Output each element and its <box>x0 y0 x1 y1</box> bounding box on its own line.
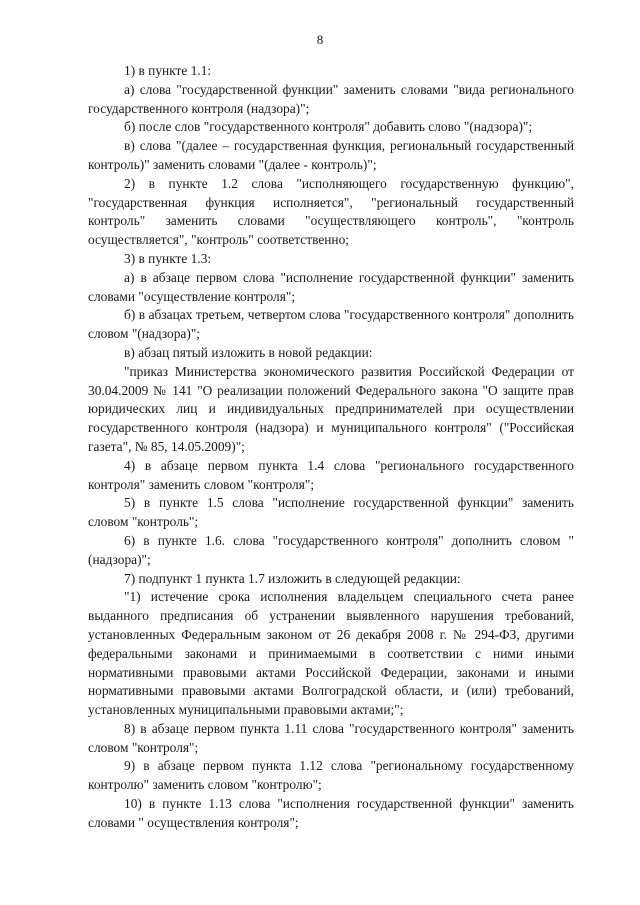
paragraph-item-4: 4) в абзаце первом пункта 1.4 слова "регионального государственного контроля" заменить словом "контроля"; <box>88 457 574 492</box>
paragraph-subitem-v: в) слова "(далее – государственная функция, региональный государственный контроль)" заменить словами "(далее - контроль)"; <box>88 138 574 172</box>
paragraph-item-5: 5) в пункте 1.5 слова "исполнение государственной функции" заменить словом "контроль"; <box>88 495 574 530</box>
document-body <box>88 62 574 833</box>
paragraph-item-2: 2) в пункте 1.2 слова "исполняющего государственную функцию", "государственная функция исполняется", "региональный государственный контроль" заменить словами "осуществляющего контроль", "контроль осуществляется", "контроль" соответственно; <box>88 175 574 248</box>
paragraph-item-10: 10) в пункте 1.13 слова "исполнения государственной функции" заменить словами " осуществления контроля"; <box>88 796 574 830</box>
paragraph-item-6: 6) в пункте 1.6. слова "государственного контроля" дополнить словом "(надзора)"; <box>88 532 574 567</box>
paragraph-item-3-v: в) абзац пятый изложить в новой редакции: <box>124 344 373 360</box>
paragraph-item-3-a: а) в абзаце первом слова "исполнение государственной функции" заменить словами "осуществление контроля"; <box>88 269 574 304</box>
paragraph-item-8: 8) в абзаце первом пункта 1.11 слова "государственного контроля" заменить словом "контроля"; <box>88 720 574 755</box>
page-number: 8 <box>316 32 324 47</box>
paragraph-item-3-b: б) в абзацах третьем, четвертом слова "государственного контроля" дополнить словом "(надзора)"; <box>88 307 574 342</box>
paragraph-quoted-subitem-1: "1) истечение срока исполнения владельцем специального счета ранее выданного предписания об устранении выявленного нарушения требований, установленных Федеральным законом от 26 декабря 2008 г. № 294-ФЗ, другими федеральными законами и принимаемыми в соответствии с ними иными нормативными правовыми актами Российской Федерации, законами и иными нормативными правовыми актами Волгоградской области, и (или) требований, установленных муниципальными правовыми актами;"; <box>88 589 574 718</box>
paragraph-item-1-1: 1) в пункте 1.1: <box>124 63 212 78</box>
paragraph-subitem-a: а) слова "государственной функции" заменить словами "вида регионального государственного контроля (надзора)"; <box>88 81 574 116</box>
paragraph-subitem-b: б) после слов "государственного контроля" добавить слово "(надзора)"; <box>124 119 533 135</box>
paragraph-item-9: 9) в абзаце первом пункта 1.12 слова "региональному государственному контролю" заменить словом "контролю"; <box>88 758 574 793</box>
paragraph-item-3: 3) в пункте 1.3: <box>124 250 212 266</box>
paragraph-item-7: 7) подпункт 1 пункта 1.7 изложить в следующей редакции: <box>124 570 461 586</box>
paragraph-quoted-order: "приказ Министерства экономического развития Российской Федерации от 30.04.2009 № 141 "О реализации положений Федерального закона "О защите прав юридических лиц и индивидуальных предпринимателей при осуществлении государственного контроля (надзора) и муниципального контроля" ("Российская газета", № 85, 14.05.2009)"; <box>88 363 574 454</box>
